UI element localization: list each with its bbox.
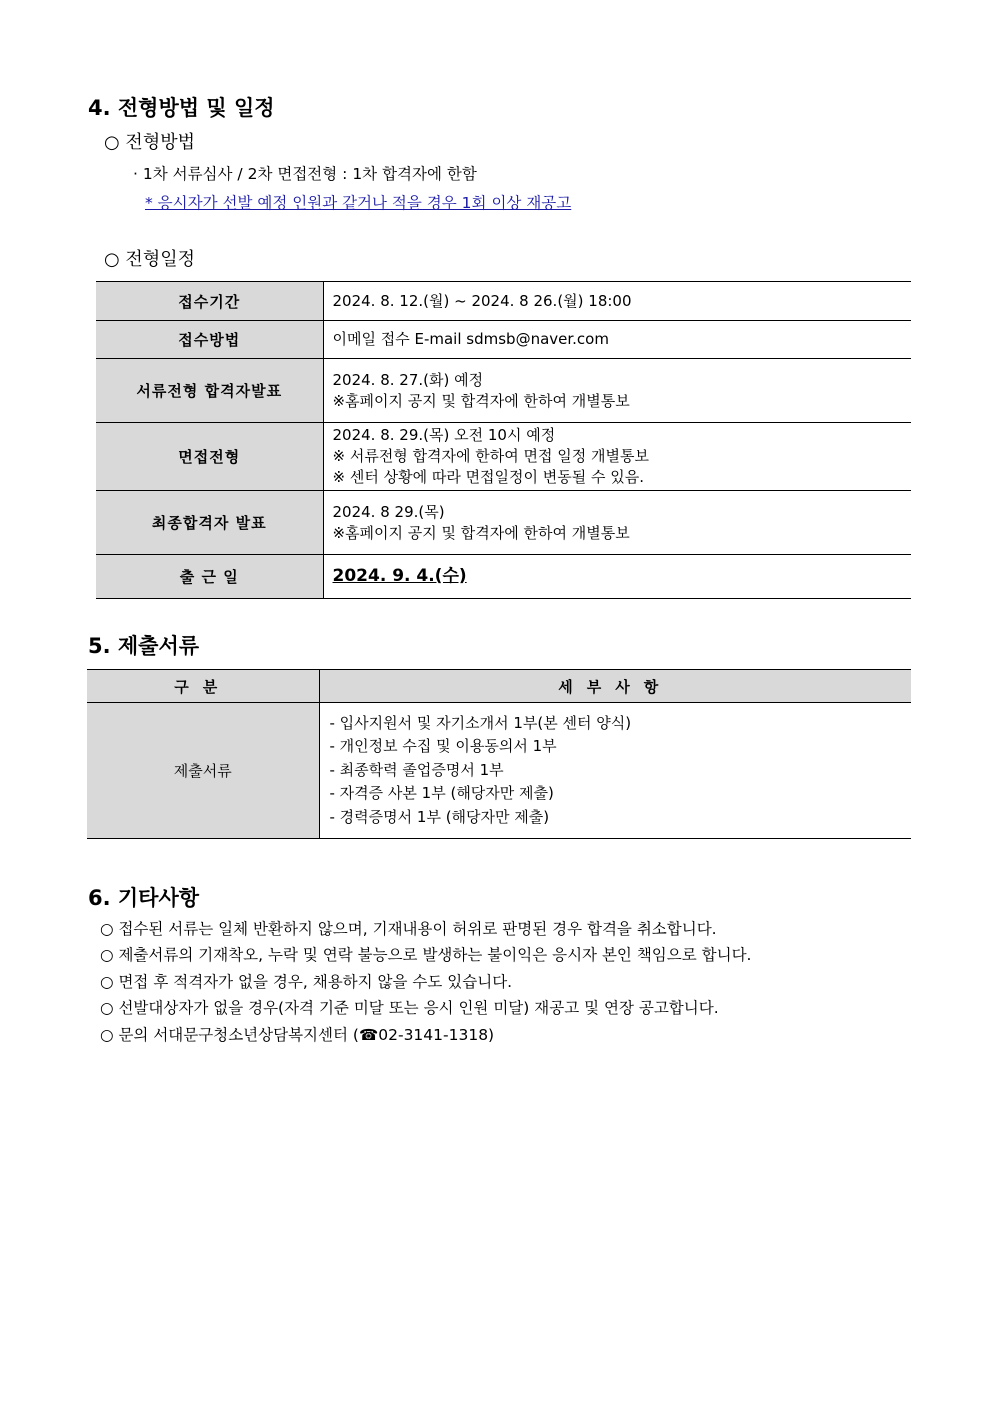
schedule-value: 이메일 접수 E-mail sdmsb@naver.com (323, 321, 911, 359)
column-header: 구분 (87, 670, 319, 703)
schedule-label: 출 근 일 (96, 555, 323, 599)
schedule-label: 최종합격자 발표 (96, 491, 323, 555)
documents-table (87, 669, 911, 839)
schedule-value (323, 555, 911, 599)
misc-item: ○ 제출서류의 기재착오, 누락 및 연락 불능으로 발생하는 불이익은 응시자 본인 책임으로 합니다. (100, 946, 752, 964)
list-item: - 개인정보 수집 및 이용동의서 1부 (329, 737, 557, 756)
schedule-value: 2024. 8. 12.(월) ~ 2024. 8 26.(월) 18:00 (323, 282, 911, 321)
schedule-heading: ○ 전형일정 (104, 249, 195, 270)
documents-list (319, 703, 911, 839)
misc-item: ○ 선발대상자가 없을 경우(자격 기준 미달 또는 응시 인원 미달) 재공고 및 연장 공고합니다. (100, 999, 719, 1017)
schedule-row (96, 491, 911, 555)
schedule-label: 면접전형 (96, 423, 323, 491)
schedule-row (96, 423, 911, 491)
list-item: - 자격증 사본 1부 (해당자만 제출) (329, 784, 554, 803)
list-item: - 입사지원서 및 자기소개서 1부(본 센터 양식) (329, 713, 632, 732)
misc-item: ○ 문의 서대문구청소년상담복지센터 (☎02-3141-1318) (100, 1026, 495, 1044)
list-item: - 최종학력 졸업증명서 1부 (329, 760, 504, 779)
schedule-row (96, 282, 911, 321)
method-line: · 1차 서류심사 / 2차 면접전형 : 1차 합격자에 한함 (133, 165, 477, 183)
schedule-label: 접수기간 (96, 282, 323, 321)
schedule-row (96, 359, 911, 423)
documents-row (87, 703, 911, 839)
method-note: * 응시자가 선발 예정 인원과 같거나 적을 경우 1회 이상 재공고 (145, 194, 572, 212)
schedule-table (96, 281, 911, 599)
schedule-row (96, 555, 911, 599)
documents-label: 제출서류 (87, 703, 319, 839)
schedule-row (96, 321, 911, 359)
misc-item: ○ 접수된 서류는 일체 반환하지 않으며, 기재내용이 허위로 판명된 경우 합격을 취소합니다. (100, 920, 717, 938)
schedule-label: 서류전형 합격자발표 (96, 359, 323, 423)
column-header: 세부사항 (319, 670, 911, 703)
schedule-label: 접수방법 (96, 321, 323, 359)
schedule-value: 2024. 8. 27.(화) 예정 ※홈페이지 공지 및 합격자에 한하여 개별통보 (323, 359, 911, 423)
start-date: 2024. 9. 4.(수) (332, 566, 467, 586)
section-6-title: 6. 기타사항 (88, 886, 200, 910)
schedule-value: 2024. 8 29.(목) ※홈페이지 공지 및 합격자에 한하여 개별통보 (323, 491, 911, 555)
method-heading: ○ 전형방법 (104, 132, 195, 153)
documents-header-row (87, 670, 911, 703)
misc-item: ○ 면접 후 적격자가 없을 경우, 채용하지 않을 수도 있습니다. (100, 973, 513, 991)
schedule-value: 2024. 8. 29.(목) 오전 10시 예정 ※ 서류전형 합격자에 한하여 면접 일정 개별통보 ※ 센터 상황에 따라 면접일정이 변동될 수 있음. (323, 423, 911, 491)
section-4-title: 4. 전형방법 및 일정 (88, 96, 275, 120)
list-item: - 경력증명서 1부 (해당자만 제출) (329, 807, 550, 826)
section-5-title: 5. 제출서류 (88, 634, 200, 658)
